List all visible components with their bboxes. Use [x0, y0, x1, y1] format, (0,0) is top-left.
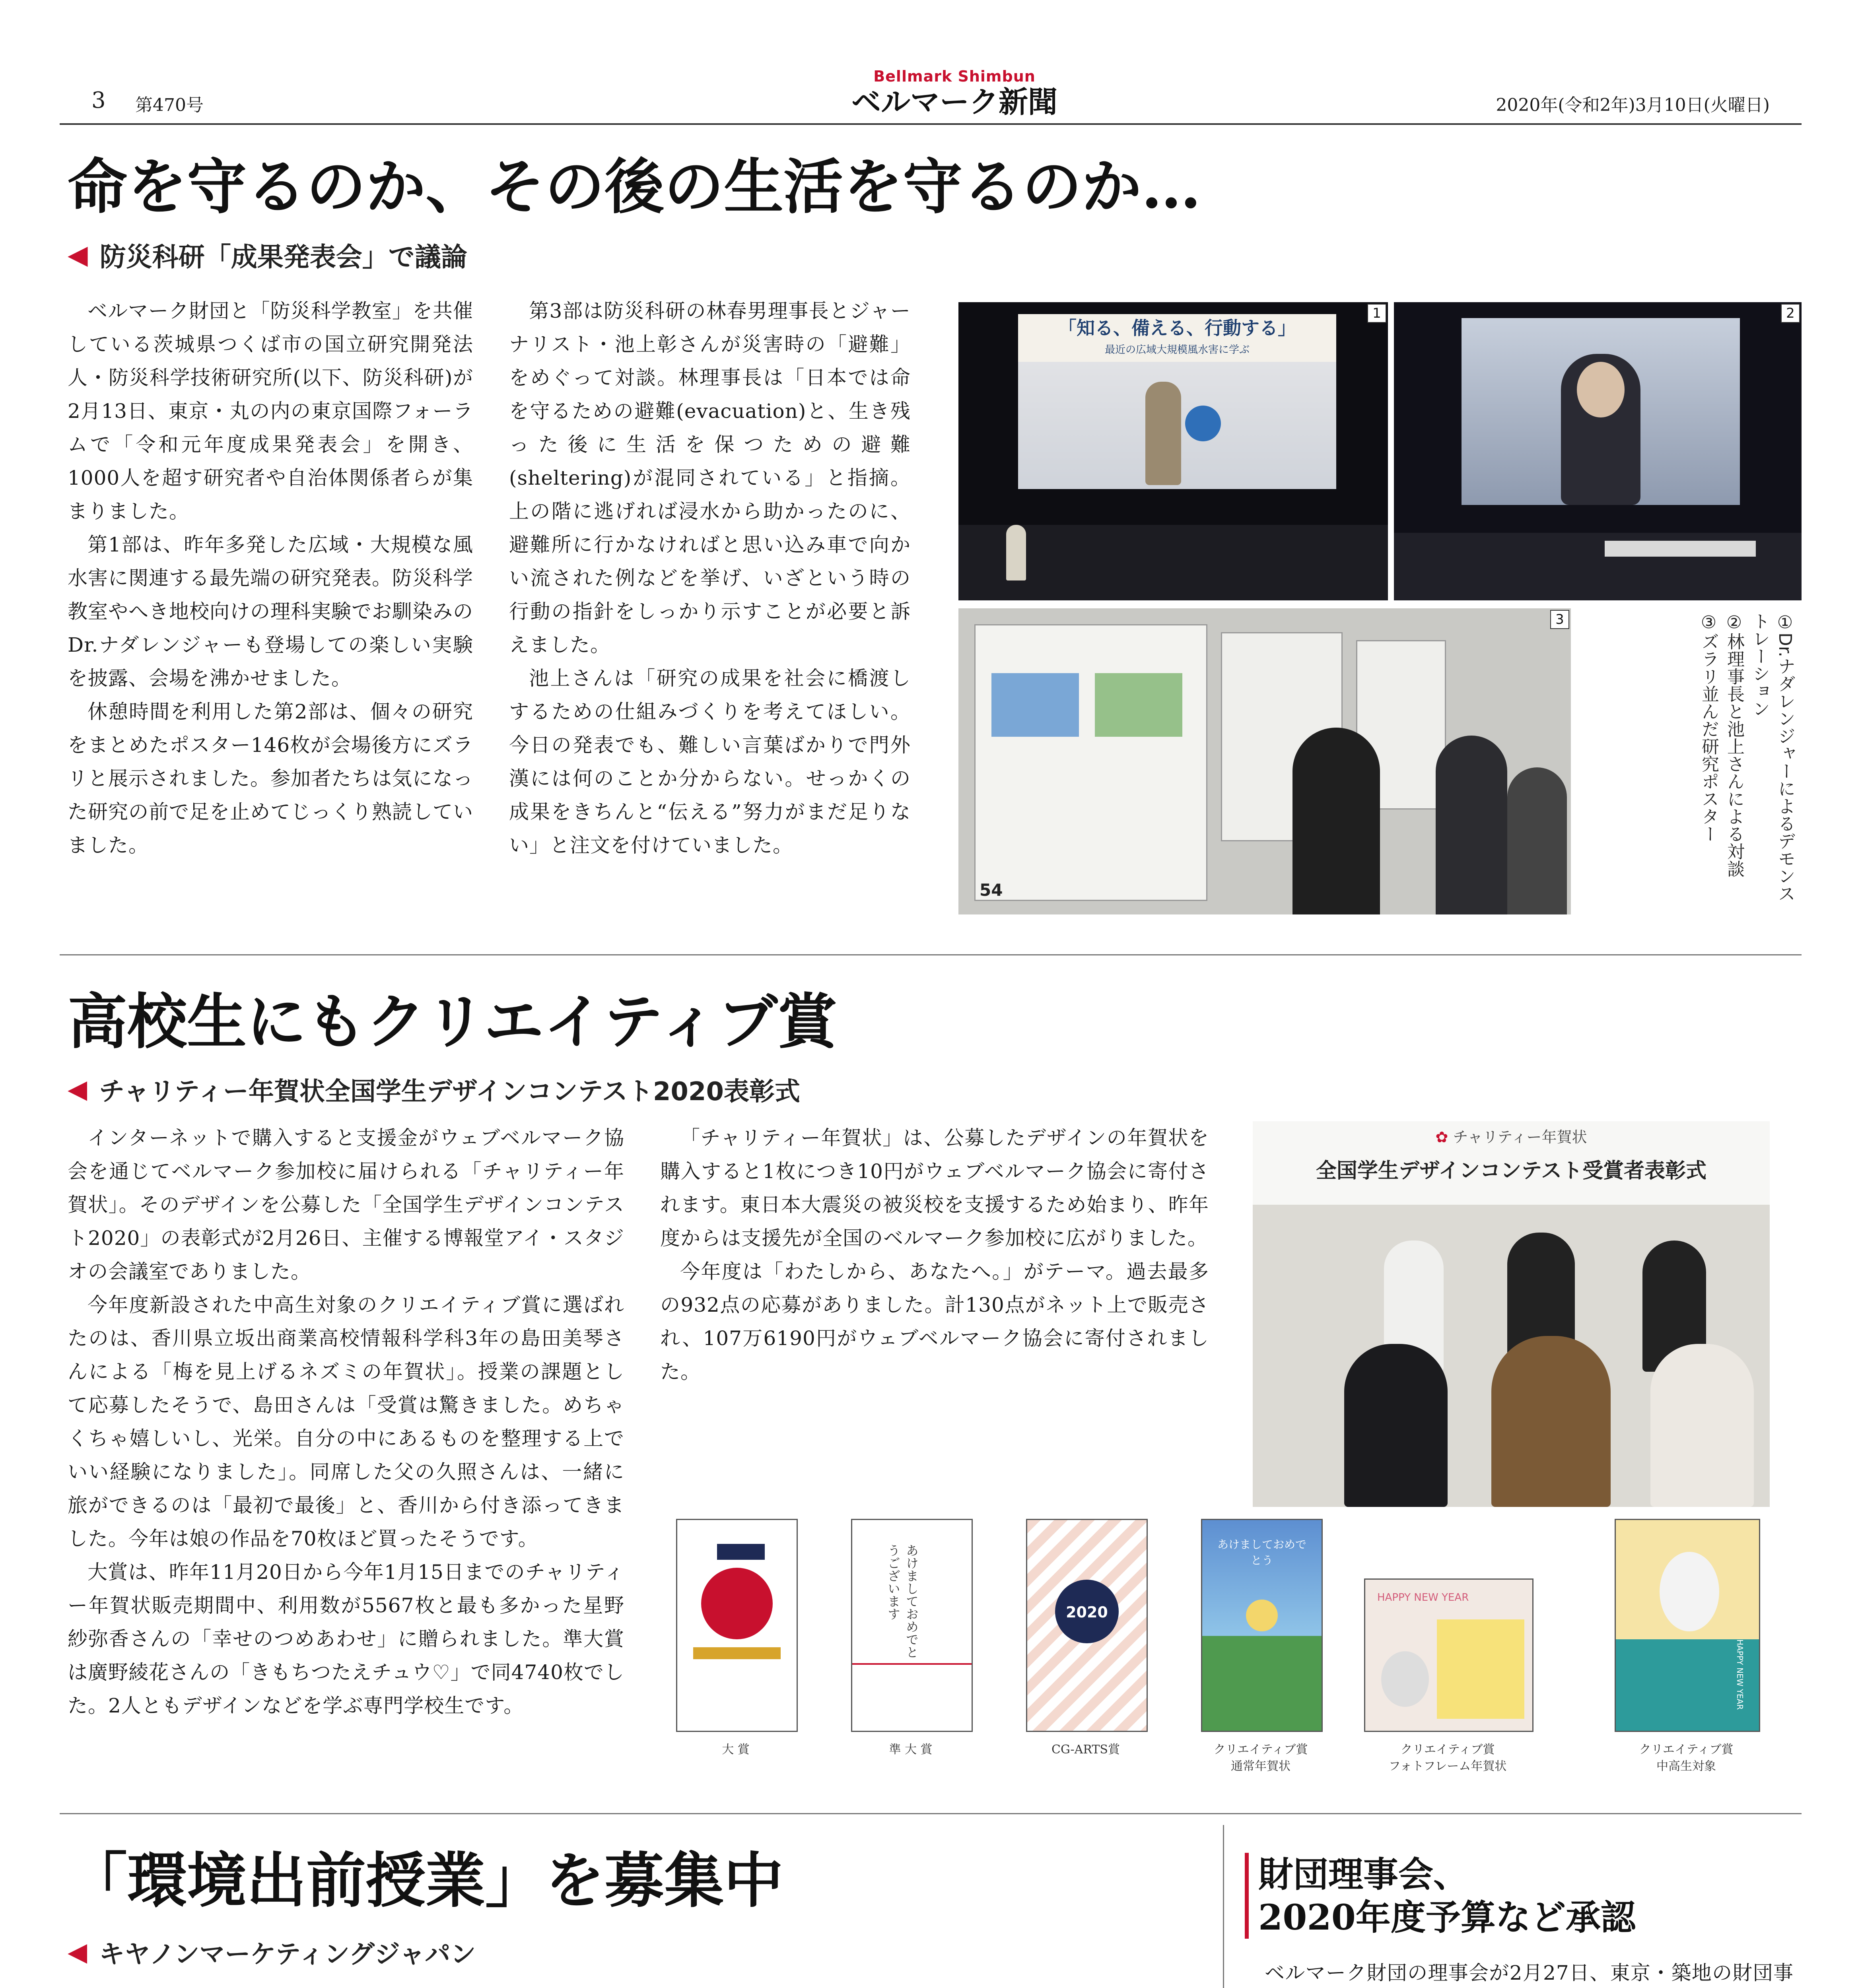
caption-1: ①Dr.ナダレンジャーによるデモンストレーション [1749, 612, 1795, 902]
card-text: HAPPY NEW YEAR [1735, 1639, 1745, 1710]
winner-figure [1650, 1344, 1754, 1507]
screen-banner [1018, 314, 1336, 362]
card-label [1382, 1741, 1513, 1775]
card-label-line2: フォトフレーム年賀状 [1388, 1759, 1507, 1773]
blue-globe [1185, 406, 1221, 441]
logo-japanese: ベルマーク新聞 [851, 85, 1057, 119]
article1-subtitle-text: 防災科研「成果発表会」で議論 [99, 241, 467, 272]
table [1605, 541, 1756, 557]
article2-col1 [68, 1121, 624, 1722]
paragraph: 池上さんは「研究の成果を社会に橋渡しするための仕組みづくりを考えてほしい。今日の発表でも、難しい言葉ばかりで門外漢には何のことか分からない。せっかくの成果をきちんと“伝える”努力がまだ足りない」と注文を付けていました。 [509, 667, 911, 857]
newspaper-logo [815, 68, 1094, 123]
article3-subtitle [68, 1936, 476, 1968]
card-creative-high-school [1615, 1519, 1760, 1732]
photo-captions [1575, 612, 1798, 914]
visitor-figure [1436, 736, 1507, 914]
banner-top-label: チャリティー年賀状 [1453, 1128, 1587, 1146]
section-divider [60, 954, 1802, 955]
photo-posters [958, 608, 1571, 914]
paragraph: ベルマーク財団と「防災科学教室」を共催している茨城県つくば市の国立研究開発法人・防災科学技術研究所(以下、防災科研)が2月13日、東京・丸の内の東京国際フォーラムで「令和元年度成果発表会」を開き、1000人を超す研究者や自治体関係者らが集まりました。 [68, 299, 473, 523]
card-label-line1: クリエイティブ賞 [1639, 1743, 1734, 1757]
card-label-line1: 大 賞 [722, 1743, 750, 1757]
card-label [670, 1741, 801, 1758]
logo-english: Bellmark Shimbun [873, 68, 1036, 85]
card-text: 2020 [1066, 1604, 1108, 1621]
visitor-figure [1292, 728, 1380, 914]
card-creative-photoframe [1364, 1578, 1533, 1732]
page-number: 3 [91, 87, 106, 113]
winner-figure [1491, 1336, 1611, 1507]
card-label [1195, 1741, 1326, 1775]
face-on-screen [1577, 362, 1625, 417]
visitor-figure [1507, 767, 1567, 914]
article1-col1 [68, 294, 473, 862]
card-text: あけましておめでとう [1217, 1538, 1306, 1567]
article2-col2 [660, 1121, 1209, 1388]
card-art [701, 1568, 773, 1639]
banner-main-text: 全国学生デザインコンテスト受賞者表彰式 [1316, 1159, 1707, 1183]
award-cards [676, 1519, 1782, 1797]
masthead [60, 68, 1802, 123]
article4-body [1245, 1956, 1794, 1988]
card-art [852, 1663, 972, 1665]
card-label [1020, 1741, 1151, 1758]
paragraph: ベルマーク財団の理事会が2月27日、東京・築地の財団事 [1265, 1961, 1794, 1984]
article1-title: 命を守るのか、その後の生活を守るのか… [68, 152, 1201, 222]
screen-subtext: 最近の広域大規模風水害に学ぶ [1104, 344, 1250, 356]
card-label [1621, 1741, 1752, 1775]
card-art [1437, 1619, 1524, 1719]
card-art [717, 1544, 765, 1560]
article1-subtitle [68, 239, 467, 270]
megaphone-icon: ◀ [68, 1075, 87, 1104]
masthead-rule [60, 123, 1802, 125]
charity-logo-icon: ✿ [1435, 1128, 1448, 1146]
article1-col2 [509, 294, 911, 862]
article2-subtitle-text: チャリティー年賀状全国学生デザインコンテスト2020表彰式 [99, 1077, 800, 1107]
article2-title: 高校生にもクリエイティブ賞 [68, 987, 838, 1057]
paragraph: 第1部は、昨年多発した広域・大規模な風水害に関連する最先端の研究発表。防災科学教室やへき地校向けの理科実験でお馴染みのDr.ナダレンジャーも登場しての楽しい実験を披露、会場を沸かせました。 [68, 533, 473, 690]
winner-figure [1344, 1344, 1448, 1507]
ceremony-banner [1253, 1121, 1770, 1205]
card-label [845, 1741, 976, 1758]
article3-subtitle-text: キヤノンマーケティングジャパン [99, 1940, 476, 1969]
poster-chart [991, 673, 1079, 737]
card-creative-regular [1201, 1519, 1323, 1732]
paragraph: 休憩時間を利用した第2部は、個々の研究をまとめたポスター146枚が会場後方にズラリと展示されました。参加者たちは気になった研究の前で足を止めてじっくり熟読していました。 [68, 700, 473, 857]
poster-number: 54 [980, 880, 1003, 900]
card-label-line1: クリエイティブ賞 [1213, 1743, 1308, 1757]
card-cg-arts [1026, 1519, 1148, 1732]
article3-col1 [68, 1984, 620, 1988]
speaker-figure [1006, 525, 1026, 580]
paragraph: 「チャリティー年賀状」は、公募したデザインの年賀状を購入すると1枚につき10円がウェブベルマーク協会に寄付されます。東日本大震災の被災校を支援するため始まり、昨年度からは支援先が全国のベルマーク参加校に広がりました。 [660, 1126, 1209, 1250]
photo-number-badge: 1 [1367, 304, 1386, 323]
megaphone-icon: ◀ [68, 239, 88, 270]
issue-number: 第470号 [135, 95, 204, 115]
photo-number-badge: 2 [1781, 304, 1800, 323]
article4-title [1245, 1853, 1807, 1939]
projection-screen [1462, 318, 1740, 505]
card-art [693, 1647, 781, 1659]
article4-title-line1: 財団理事会、 [1258, 1854, 1469, 1895]
section-divider [60, 1813, 1802, 1814]
card-art [1660, 1552, 1719, 1631]
article2-subtitle [68, 1074, 800, 1105]
issue-date: 2020年(令和2年)3月10日(火曜日) [1496, 95, 1770, 115]
presenter-figure [1145, 382, 1181, 485]
banner-top-text [1253, 1121, 1770, 1153]
article3-title: 「環境出前授業」を募集中 [68, 1846, 784, 1916]
paragraph: 第3部は防災科研の林春男理事長とジャーナリスト・池上彰さんが災害時の「避難」をめぐって対談。林理事長は「日本では命を守るための避難(evacuation)と、生き残った後に生活を保つための避難(sheltering)が混同されている」と指摘。上の階に逃げれば浸水から助かったのに、避難所に行かなければと思い込み車で向かい流された例などを挙げ、いざという時の行動の指針をしっかり示すことが必要と訴えました。 [509, 299, 911, 656]
paragraph: インターネットで購入すると支援金がウェブベルマーク協会を通じてベルマーク参加校に届けられる「チャリティー年賀状」。そのデザインを公募した「全国学生デザインコンテスト2020」の表彰式が2月26日、主催する博報堂アイ・スタジオの会議室でありました。 [68, 1126, 624, 1283]
photo-number-badge: 3 [1550, 610, 1569, 629]
photo-demonstration [958, 302, 1388, 600]
card-art [1381, 1651, 1429, 1707]
screen-text: 「知る、備える、行動する」 [1058, 317, 1296, 339]
megaphone-icon: ◀ [68, 1938, 87, 1967]
poster-chart [1095, 673, 1182, 737]
card-label-line1: 準 大 賞 [889, 1743, 933, 1757]
card-text: あけましておめでとうございます [886, 1544, 919, 1658]
card-label-line2: 中高生対象 [1656, 1759, 1716, 1773]
card-semi-grand-prize [851, 1519, 973, 1732]
paragraph [68, 1984, 620, 1988]
poster-board [974, 624, 1207, 901]
card-label-line1: CG-ARTS賞 [1051, 1743, 1120, 1757]
projection-screen [1018, 314, 1336, 489]
caption-3: ③ズラリ並んだ研究ポスター [1699, 612, 1719, 843]
photo-award-ceremony [1253, 1121, 1770, 1507]
card-text: HAPPY NEW YEAR [1377, 1592, 1469, 1604]
card-label-line2: 通常年賀状 [1231, 1759, 1291, 1773]
paragraph: 今年度新設された中高生対象のクリエイティブ賞に選ばれたのは、香川県立坂出商業高校情報科学科3年の島田美琴さんによる「梅を見上げるネズミの年賀状」。授業の課題として応募したそうで、島田さんは「受賞は驚きました。めちゃくちゃ嬉しいし、光栄。自分の中にあるものを整理する上でいい経験になりました」。同席した父の久照さんは、一緒に旅ができるのは「最初で最後」と、香川から付き添ってきました。今年は娘の作品を70枚ほど買ったそうです。 [68, 1293, 624, 1550]
caption-2: ②林理事長と池上さんによる対談 [1724, 612, 1744, 878]
article4-title-line2: 2020年度予算など承認 [1258, 1897, 1636, 1938]
card-grand-prize [676, 1519, 798, 1732]
card-label-line1: クリエイティブ賞 [1400, 1743, 1495, 1757]
photo-dialogue [1394, 302, 1802, 600]
paragraph: 今年度は「わたしから、あなたへ。」がテーマ。過去最多の932点の応募がありました。計130点がネット上で販売され、107万6190円がウェブベルマーク協会に寄付されました。 [660, 1260, 1209, 1383]
column-divider [1223, 1825, 1224, 1988]
paragraph: 大賞は、昨年11月20日から今年1月15日までのチャリティー年賀状販売期間中、利用数が5567枚と最も多かった星野紗弥香さんの「幸せのつめあわせ」に贈られました。準大賞は廣野綾花さんの「きもちつたえチュウ♡」で同4740枚でした。2人ともデザインなどを学ぶ専門学校生です。 [68, 1561, 624, 1717]
card-art [1246, 1600, 1278, 1631]
